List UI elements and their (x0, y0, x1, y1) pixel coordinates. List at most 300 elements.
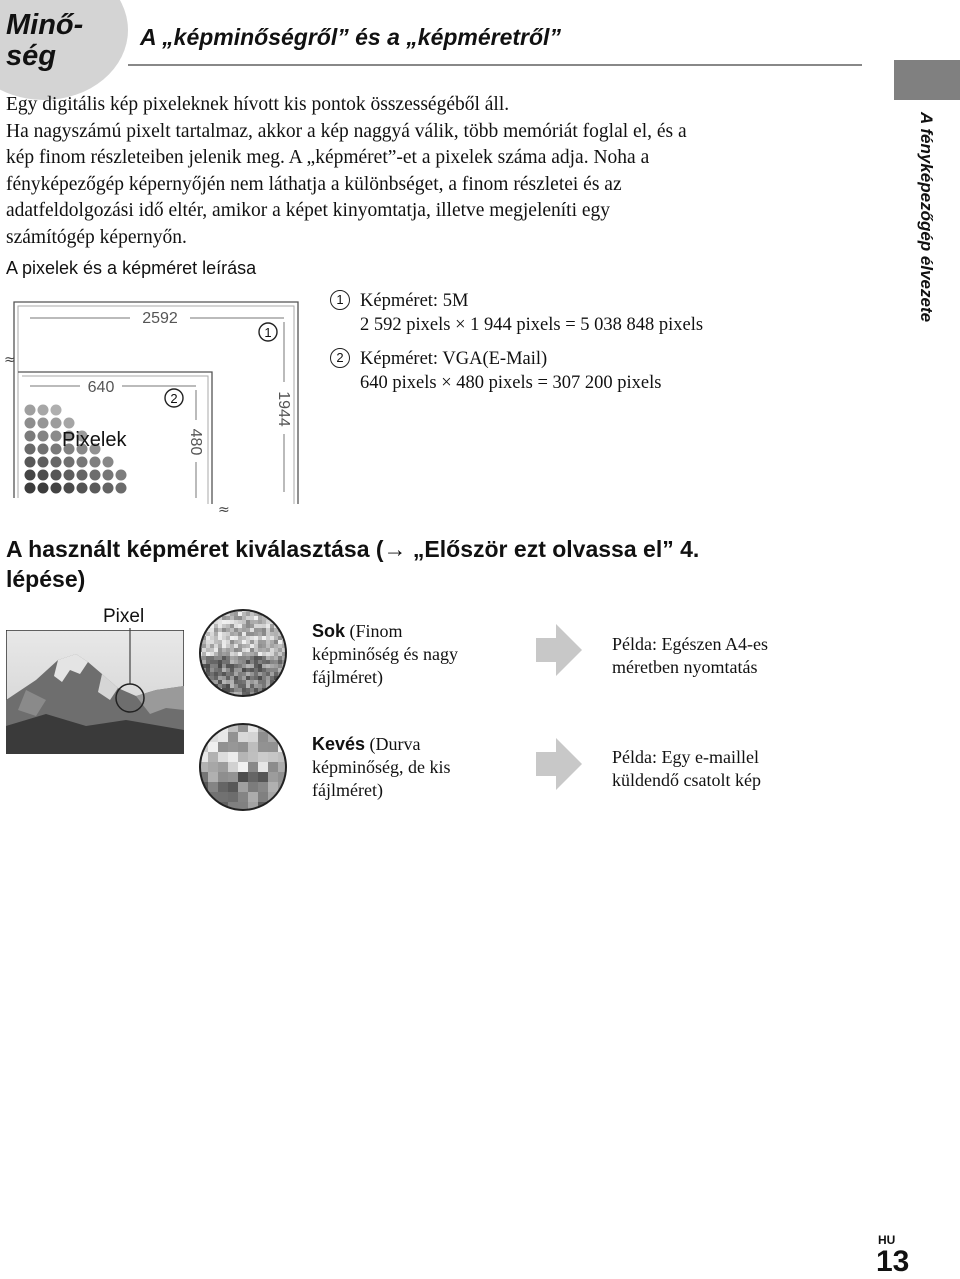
texture-cell (274, 688, 278, 692)
texture-cell (230, 616, 234, 620)
texture-cell (238, 752, 248, 762)
pixel-label: Pixel (103, 606, 145, 627)
texture-cell (270, 648, 274, 652)
texture-cell (214, 644, 218, 648)
pixel-dot (51, 444, 62, 455)
texture-cell (258, 652, 262, 656)
intro-line: adatfeldolgozási idő eltér, amikor a képet kinyomtatja, illetve megjeleníti egy (6, 200, 611, 221)
texture-cell (206, 644, 210, 648)
texture-cell (250, 636, 254, 640)
texture-cell (242, 660, 246, 664)
texture-cell (222, 668, 226, 672)
texture-cell (258, 732, 268, 742)
texture-cell (286, 664, 288, 668)
texture-cell (246, 616, 250, 620)
texture-cell (238, 652, 242, 656)
texture-cell (198, 680, 202, 684)
texture-cell (278, 792, 288, 802)
texture-cell (262, 648, 266, 652)
texture-cell (274, 692, 278, 696)
texture-cell (262, 660, 266, 664)
texture-cell (278, 636, 282, 640)
texture-cell (268, 742, 278, 752)
texture-cell (218, 632, 222, 636)
texture-cell (270, 676, 274, 680)
texture-cell (278, 696, 282, 698)
texture-cell (242, 628, 246, 632)
texture-cell (202, 608, 206, 612)
texture-cell (206, 612, 210, 616)
texture-cell (230, 648, 234, 652)
item-formula: 2 592 pixels × 1 944 pixels = 5 038 848 pixels (360, 315, 704, 335)
texture-cell (262, 644, 266, 648)
texture-cell (266, 664, 270, 668)
texture-cell (286, 636, 288, 640)
texture-cell (230, 656, 234, 660)
texture-cell (226, 688, 230, 692)
texture-cell (262, 640, 266, 644)
pixel-dot (51, 405, 62, 416)
texture-cell (270, 660, 274, 664)
texture-cell (250, 680, 254, 684)
texture-cell (230, 664, 234, 668)
texture-cell (246, 680, 250, 684)
texture-cell (254, 624, 258, 628)
pixel-dot (103, 470, 114, 481)
texture-cell (226, 656, 230, 660)
texture-cell (266, 608, 270, 612)
pixel-dot (25, 444, 36, 455)
texture-cell (246, 656, 250, 660)
texture-cell (278, 660, 282, 664)
texture-cell (238, 762, 248, 772)
texture-cell (238, 676, 242, 680)
texture-cell (282, 612, 286, 616)
texture-cell (254, 656, 258, 660)
example-fine (612, 633, 768, 679)
texture-cell (248, 792, 258, 802)
texture-cell (238, 640, 242, 644)
texture-cell (198, 616, 202, 620)
pixel-dot (51, 470, 62, 481)
texture-cell (208, 802, 218, 812)
texture-cell (218, 680, 222, 684)
pixel-dot (77, 470, 88, 481)
texture-cell (202, 652, 206, 656)
texture-cell (282, 684, 286, 688)
texture-cell (198, 620, 202, 624)
texture-cell (242, 676, 246, 680)
texture-cell (202, 680, 206, 684)
texture-cell (206, 668, 210, 672)
texture-cell (210, 644, 214, 648)
texture-cell (218, 640, 222, 644)
texture-cell (286, 608, 288, 612)
texture-cell (206, 632, 210, 636)
texture-cell (242, 620, 246, 624)
texture-cell (202, 688, 206, 692)
texture-cell (226, 644, 230, 648)
texture-cell (282, 692, 286, 696)
texture-cell (248, 752, 258, 762)
texture-cell (226, 636, 230, 640)
texture-cell (238, 732, 248, 742)
texture-cell (222, 672, 226, 676)
pixel-dot (64, 457, 75, 468)
texture-cell (238, 792, 248, 802)
pixel-dot (25, 418, 36, 429)
texture-cell (206, 664, 210, 668)
intro-paragraph (6, 92, 866, 251)
texture-cell (248, 772, 258, 782)
texture-cell (206, 684, 210, 688)
pixel-callout (110, 628, 150, 720)
texture-cell (254, 640, 258, 644)
intro-line: Egy digitális kép pixeleknek hívott kis pontok összességéből áll. (6, 94, 510, 115)
texture-cell (238, 680, 242, 684)
texture-cell (246, 628, 250, 632)
option-text: fájlméret) (312, 667, 383, 687)
intro-line: kép finom részleteiben jelenik meg. A „képméret”-et a pixelek száma adja. Noha a (6, 147, 650, 168)
texture-cell (282, 628, 286, 632)
texture-cell (206, 692, 210, 696)
texture-cell (242, 624, 246, 628)
texture-cell (226, 664, 230, 668)
option-text: képminőség, de kis (312, 757, 451, 777)
texture-cell (258, 620, 262, 624)
texture-cell (208, 742, 218, 752)
break-mark: ≈ (4, 352, 16, 368)
texture-cell (228, 782, 238, 792)
texture-cell (238, 742, 248, 752)
texture-cell (228, 732, 238, 742)
texture-cell (234, 660, 238, 664)
pixel-dot (25, 431, 36, 442)
texture-cell (198, 672, 202, 676)
texture-cell (198, 668, 202, 672)
texture-cell (286, 624, 288, 628)
pixel-dot (51, 431, 62, 442)
texture-cell (230, 672, 234, 676)
texture-cell (250, 688, 254, 692)
texture-cell (238, 782, 248, 792)
texture-cell (266, 676, 270, 680)
option-coarse (312, 733, 450, 802)
pixel-dot (103, 483, 114, 494)
texture-cell (230, 620, 234, 624)
height-small-label: 480 (187, 428, 204, 456)
texture-cell (230, 652, 234, 656)
texture-cell (246, 672, 250, 676)
pixel-dot (25, 457, 36, 468)
texture-cell (282, 680, 286, 684)
texture-cell (214, 668, 218, 672)
texture-cell (278, 656, 282, 660)
texture-cell (218, 656, 222, 660)
texture-cell (210, 660, 214, 664)
texture-cell (228, 752, 238, 762)
texture-cell (210, 672, 214, 676)
texture-cell (226, 672, 230, 676)
texture-cell (274, 636, 278, 640)
texture-cell (258, 752, 268, 762)
texture-cell (246, 668, 250, 672)
texture-cell (278, 652, 282, 656)
texture-cell (254, 652, 258, 656)
texture-cell (198, 628, 202, 632)
texture-cell (210, 648, 214, 652)
texture-cell (234, 636, 238, 640)
texture-cell (258, 656, 262, 660)
texture-cell (274, 612, 278, 616)
pixel-dot (64, 418, 75, 429)
texture-cell (222, 616, 226, 620)
texture-cell (234, 648, 238, 652)
texture-cell (286, 612, 288, 616)
texture-cell (222, 684, 226, 688)
heading-line: lépése) (6, 566, 86, 592)
texture-cell (262, 632, 266, 636)
texture-cell (234, 684, 238, 688)
texture-cell (282, 696, 286, 698)
option-text: (Durva (365, 734, 421, 754)
texture-cell (278, 612, 282, 616)
texture-cell (258, 668, 262, 672)
texture-cell (206, 616, 210, 620)
texture-cell (278, 644, 282, 648)
width-small-label: 640 (87, 379, 115, 396)
texture-cell (226, 640, 230, 644)
texture-cell (222, 680, 226, 684)
texture-cell (254, 680, 258, 684)
texture-cell (258, 676, 262, 680)
texture-cell (210, 636, 214, 640)
texture-cell (198, 612, 202, 616)
texture-cell (266, 628, 270, 632)
texture-cell (286, 676, 288, 680)
texture-cell (210, 652, 214, 656)
texture-cell (262, 628, 266, 632)
texture-cell (234, 688, 238, 692)
texture-cell (202, 656, 206, 660)
texture-cell (238, 648, 242, 652)
texture-cell (222, 652, 226, 656)
option-keyword: Sok (312, 621, 346, 641)
example-line: küldendő csatolt kép (612, 770, 761, 790)
texture-cell (282, 676, 286, 680)
texture-cell (214, 680, 218, 684)
texture-cell (250, 616, 254, 620)
texture-cell (222, 640, 226, 644)
texture-cell (234, 680, 238, 684)
texture-cell (214, 664, 218, 668)
texture-cell (218, 782, 228, 792)
texture-cell (248, 742, 258, 752)
pixel-dot (64, 483, 75, 494)
texture-cell (258, 640, 262, 644)
texture-cell (254, 684, 258, 688)
intro-line: fényképezőgép képernyőjén nem láthatja a különbséget, a finom részletei és az (6, 173, 622, 195)
texture-cell (214, 632, 218, 636)
texture-cell (222, 644, 226, 648)
texture-cell (278, 616, 282, 620)
texture-cell (234, 652, 238, 656)
texture-cell (234, 644, 238, 648)
option-text: (Finom (345, 621, 403, 641)
texture-cell (282, 620, 286, 624)
texture-cell (274, 684, 278, 688)
texture-cell (226, 616, 230, 620)
texture-cell (226, 632, 230, 636)
texture-cell (218, 664, 222, 668)
texture-cell (242, 648, 246, 652)
texture-cell (258, 742, 268, 752)
texture-cell (202, 684, 206, 688)
texture-cell (250, 672, 254, 676)
pixel-dot (51, 457, 62, 468)
texture-cell (242, 672, 246, 676)
texture-cell (250, 652, 254, 656)
texture-cell (214, 648, 218, 652)
texture-cell (262, 692, 266, 696)
texture-cell (206, 696, 210, 698)
texture-cell (238, 668, 242, 672)
pixel-dot (103, 457, 114, 468)
texture-cell (218, 636, 222, 640)
texture-cell (262, 664, 266, 668)
texture-cell (202, 696, 206, 698)
texture-cell (242, 644, 246, 648)
texture-cell (278, 640, 282, 644)
texture-cell (286, 632, 288, 636)
texture-cell (238, 628, 242, 632)
texture-cell (210, 612, 214, 616)
texture-cell (258, 762, 268, 772)
texture-cell (242, 612, 246, 616)
texture-cell (226, 696, 230, 698)
texture-cell (270, 692, 274, 696)
texture-cell (286, 688, 288, 692)
texture-cell (242, 688, 246, 692)
texture-cell (270, 628, 274, 632)
texture-cell (210, 688, 214, 692)
texture-cell (266, 644, 270, 648)
texture-cell (222, 656, 226, 660)
texture-cell (286, 668, 288, 672)
choose-size-heading (6, 534, 876, 594)
texture-cell (238, 636, 242, 640)
pixel-dot (90, 457, 101, 468)
texture-cell (286, 628, 288, 632)
page-title: A „képminőségről” és a „képméretről” (140, 24, 561, 50)
texture-cell (218, 628, 222, 632)
texture-cell (254, 632, 258, 636)
texture-cell (222, 620, 226, 624)
texture-cell (250, 624, 254, 628)
texture-cell (238, 624, 242, 628)
texture-cell (198, 802, 208, 812)
texture-cell (210, 608, 214, 612)
texture-cell (226, 652, 230, 656)
option-keyword: Kevés (312, 734, 366, 754)
texture-cell (202, 648, 206, 652)
texture-cell (238, 632, 242, 636)
texture-cell (206, 652, 210, 656)
texture-cell (258, 696, 262, 698)
texture-cell (270, 688, 274, 692)
texture-cell (226, 620, 230, 624)
texture-cell (198, 722, 208, 732)
texture-cell (286, 640, 288, 644)
texture-cell (206, 688, 210, 692)
texture-cell (246, 684, 250, 688)
texture-cell (274, 632, 278, 636)
texture-cell (206, 640, 210, 644)
texture-cell (218, 652, 222, 656)
section-label-line2: ség (6, 40, 56, 72)
texture-cell (246, 632, 250, 636)
texture-cell (258, 644, 262, 648)
texture-cell (234, 656, 238, 660)
texture-cell (286, 684, 288, 688)
texture-cell (222, 660, 226, 664)
pixel-dot (116, 483, 127, 494)
texture-cell (274, 668, 278, 672)
texture-cell (258, 632, 262, 636)
texture-cell (262, 672, 266, 676)
texture-cell (258, 680, 262, 684)
texture-cell (258, 624, 262, 628)
texture-cell (278, 664, 282, 668)
texture-cell (208, 722, 218, 732)
texture-cell (242, 680, 246, 684)
texture-cell (254, 660, 258, 664)
texture-cell (234, 628, 238, 632)
texture-cell (234, 616, 238, 620)
texture-cell (222, 636, 226, 640)
pixel-dot (38, 431, 49, 442)
texture-cell (214, 692, 218, 696)
texture-cell (218, 692, 222, 696)
texture-cell (238, 660, 242, 664)
texture-cell (278, 688, 282, 692)
texture-cell (226, 680, 230, 684)
texture-cell (218, 648, 222, 652)
texture-cell (202, 624, 206, 628)
texture-cell (202, 612, 206, 616)
texture-cell (218, 742, 228, 752)
texture-cell (218, 608, 222, 612)
texture-cell (202, 676, 206, 680)
pixel-dot (77, 457, 88, 468)
pixel-dot (51, 483, 62, 494)
pixel-dot (38, 483, 49, 494)
example-coarse (612, 746, 761, 792)
texture-cell (246, 648, 250, 652)
texture-cell (266, 692, 270, 696)
texture-cell (202, 620, 206, 624)
texture-cell (266, 648, 270, 652)
texture-cell (246, 620, 250, 624)
pixels-label: Pixelek (62, 429, 127, 451)
texture-cell (246, 624, 250, 628)
pixel-dot (38, 470, 49, 481)
texture-cell (234, 664, 238, 668)
marker-2: 2 (170, 391, 178, 406)
pixel-dot (25, 470, 36, 481)
arrow-right-icon (536, 624, 582, 676)
texture-cell (242, 632, 246, 636)
